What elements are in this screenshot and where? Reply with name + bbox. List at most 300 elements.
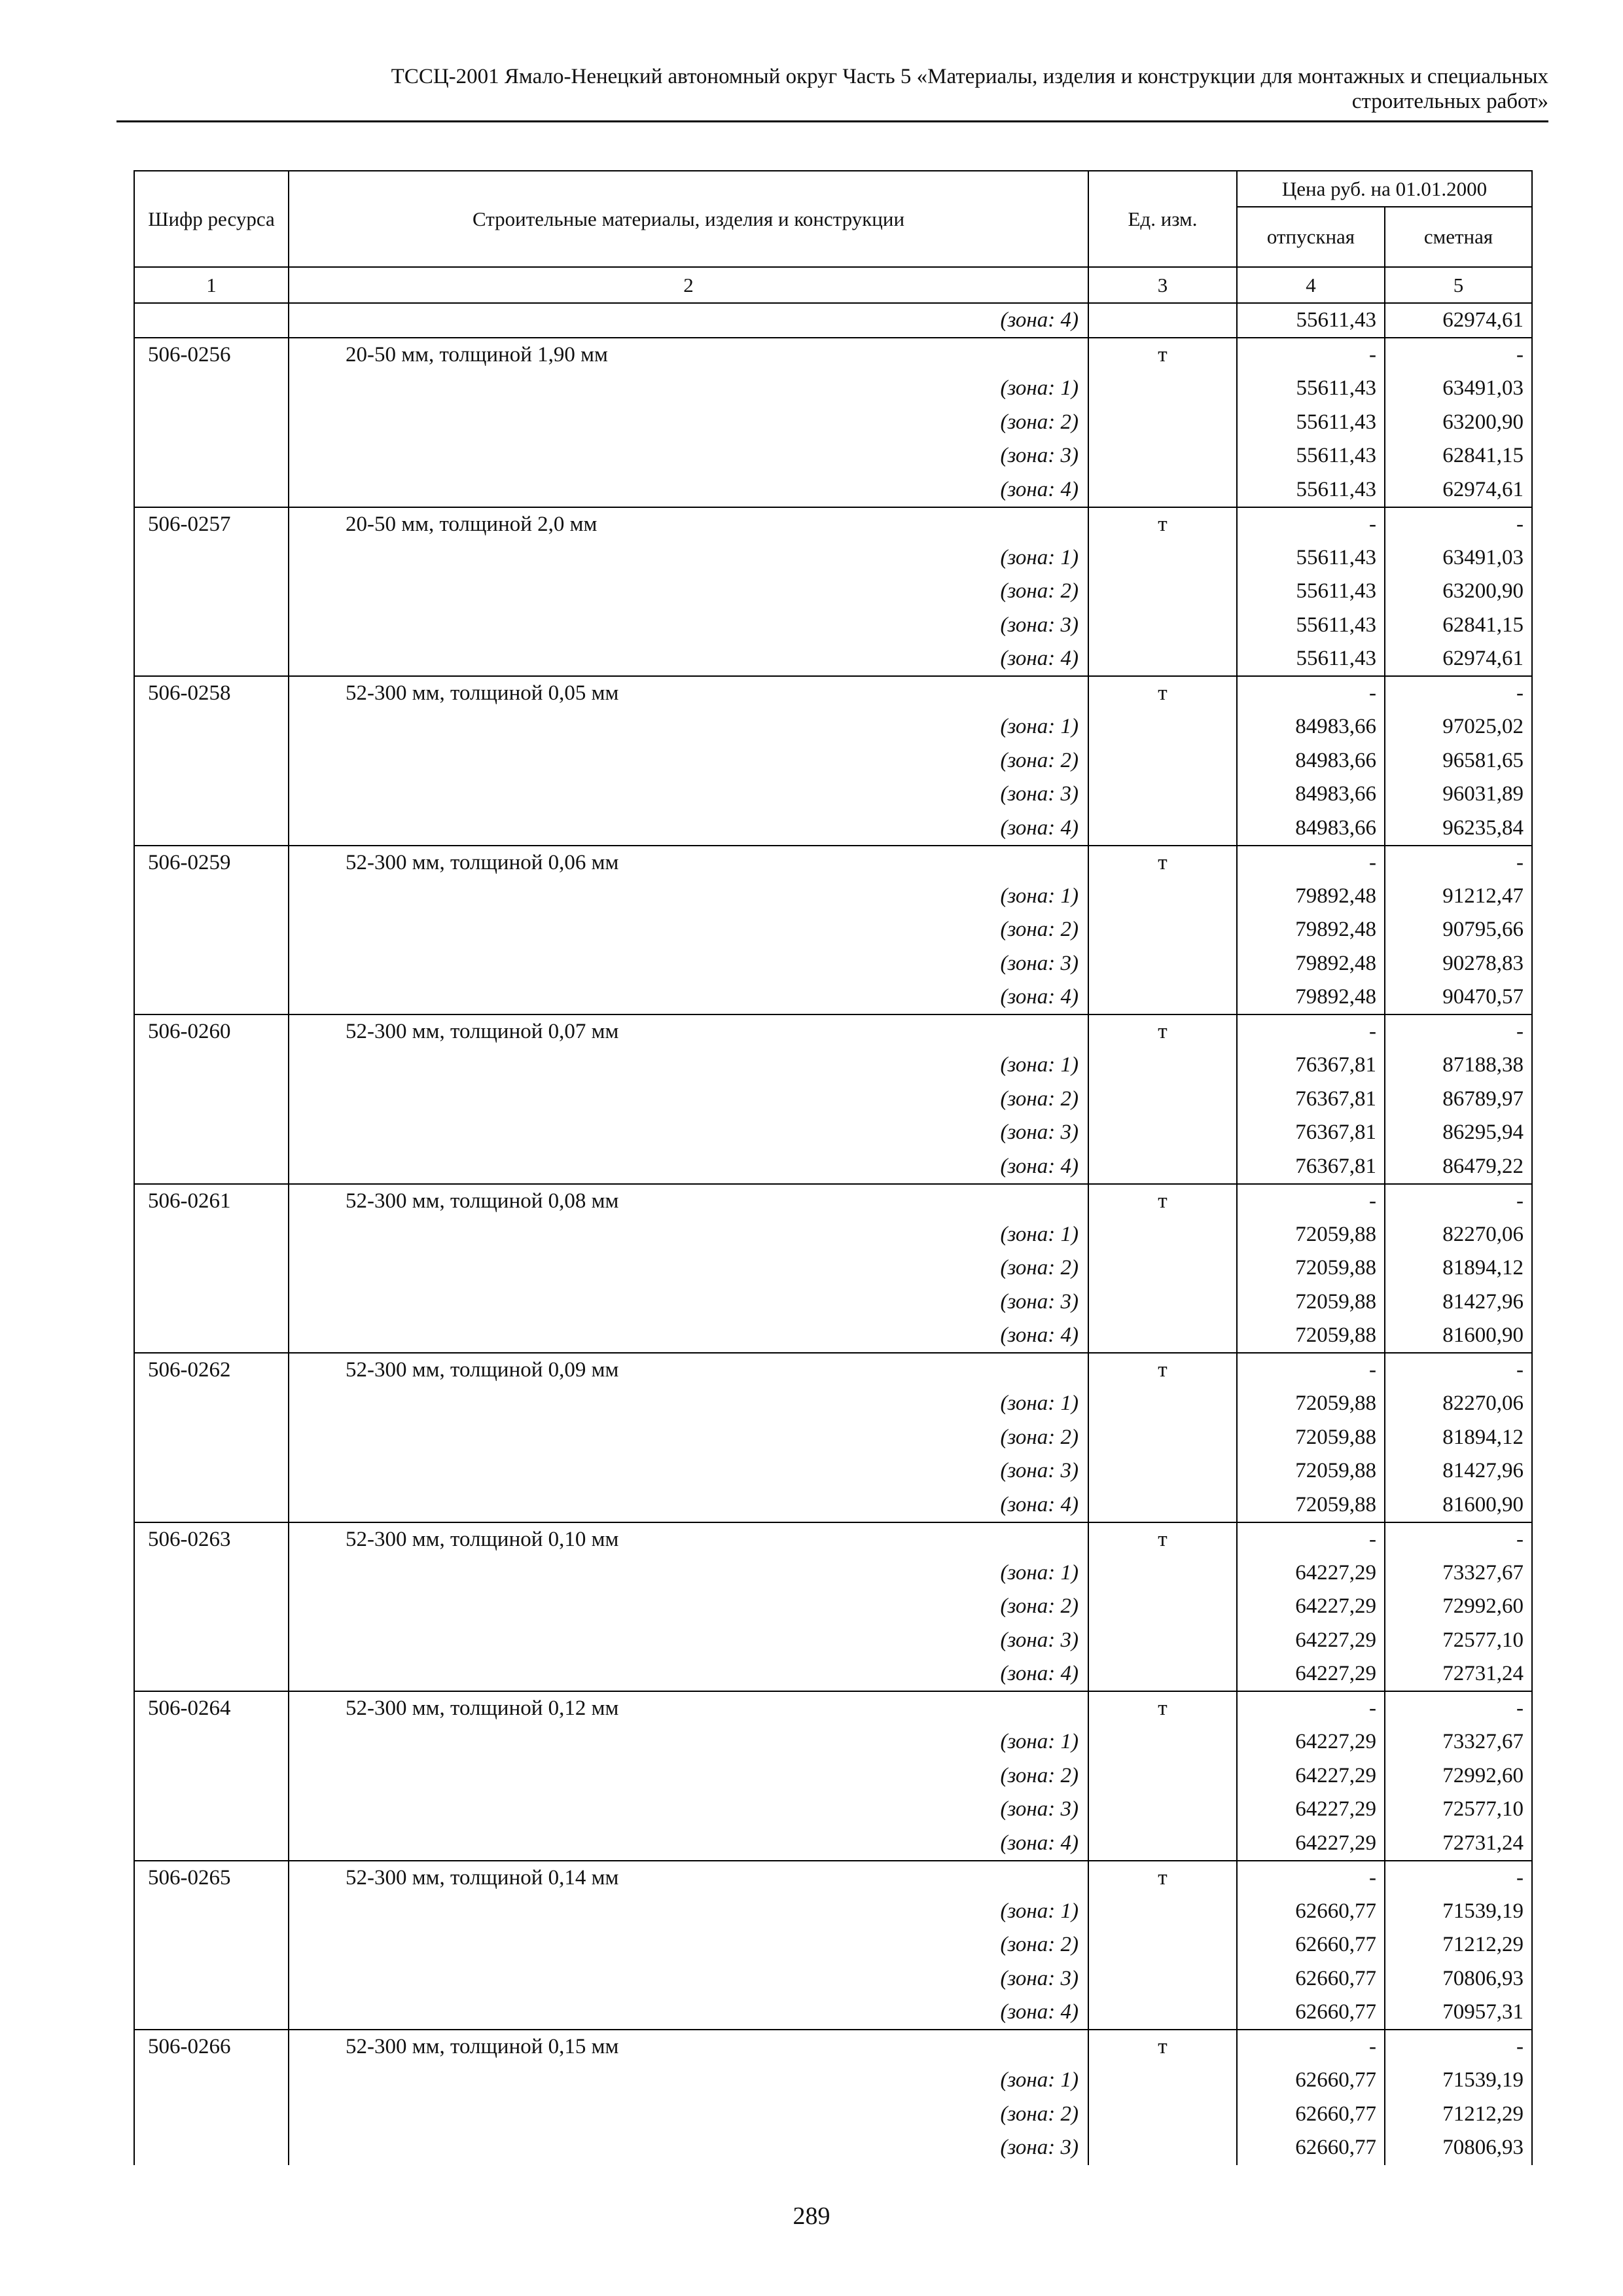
zone-cell: (зона: 4)	[289, 1657, 1088, 1691]
unit-cell	[1088, 1083, 1237, 1117]
release-price-cell: 72059,88	[1237, 1251, 1385, 1285]
code-cell	[134, 372, 289, 406]
code-cell	[134, 1488, 289, 1522]
code-cell	[134, 980, 289, 1014]
name-cell: 20-50 мм, толщиной 1,90 мм	[289, 338, 1088, 372]
release-price-cell: 79892,48	[1237, 880, 1385, 914]
estimate-price-cell: -	[1385, 1522, 1532, 1556]
estimate-price-cell: 72731,24	[1385, 1657, 1532, 1691]
unit-cell	[1088, 1387, 1237, 1421]
zone-cell: (зона: 4)	[289, 1996, 1088, 2030]
unit-cell	[1088, 642, 1237, 676]
code-cell: 506-0266	[134, 2030, 289, 2064]
code-cell	[134, 1759, 289, 1793]
release-price-cell: 76367,81	[1237, 1083, 1385, 1117]
release-price-cell: 62660,77	[1237, 1928, 1385, 1962]
zone-cell: (зона: 1)	[289, 880, 1088, 914]
estimate-price-cell: 62841,15	[1385, 439, 1532, 473]
name-cell: 52-300 мм, толщиной 0,09 мм	[289, 1353, 1088, 1387]
unit-cell	[1088, 1218, 1237, 1252]
zone-row	[134, 473, 1532, 507]
header-rule	[116, 120, 1548, 122]
header-code: Шифр ресурса	[134, 171, 289, 267]
code-cell: 506-0256	[134, 338, 289, 372]
zone-cell: (зона: 2)	[289, 913, 1088, 947]
estimate-price-cell: 73327,67	[1385, 1556, 1532, 1590]
zone-cell: (зона: 2)	[289, 1759, 1088, 1793]
unit-cell	[1088, 980, 1237, 1014]
zone-row	[134, 1895, 1532, 1929]
estimate-price-cell: 97025,02	[1385, 710, 1532, 744]
zone-row	[134, 1928, 1532, 1962]
header-price-group: Цена руб. на 01.01.2000	[1237, 171, 1532, 207]
unit-cell: т	[1088, 1522, 1237, 1556]
unit-cell	[1088, 2064, 1237, 2098]
estimate-price-cell: 81600,90	[1385, 1488, 1532, 1522]
code-cell	[134, 1319, 289, 1353]
zone-cell: (зона: 4)	[289, 1488, 1088, 1522]
unit-cell	[1088, 1793, 1237, 1827]
zone-cell: (зона: 2)	[289, 1083, 1088, 1117]
estimate-price-cell: 73327,67	[1385, 1725, 1532, 1759]
zone-row	[134, 913, 1532, 947]
zone-row	[134, 1251, 1532, 1285]
zone-row	[134, 1793, 1532, 1827]
item-row	[134, 507, 1532, 541]
item-row	[134, 846, 1532, 880]
estimate-price-cell: 81894,12	[1385, 1251, 1532, 1285]
unit-cell	[1088, 1556, 1237, 1590]
zone-row	[134, 1657, 1532, 1691]
unit-cell: т	[1088, 1014, 1237, 1049]
release-price-cell: 64227,29	[1237, 1624, 1385, 1658]
code-cell	[134, 2098, 289, 2132]
estimate-price-cell: 71539,19	[1385, 2064, 1532, 2098]
zone-cell: (зона: 4)	[289, 980, 1088, 1014]
release-price-cell: -	[1237, 2030, 1385, 2064]
code-cell	[134, 947, 289, 981]
code-cell	[134, 812, 289, 846]
unit-cell	[1088, 1488, 1237, 1522]
code-cell	[134, 1657, 289, 1691]
estimate-price-cell: 70806,93	[1385, 2131, 1532, 2165]
zone-cell: (зона: 4)	[289, 642, 1088, 676]
code-cell	[134, 913, 289, 947]
estimate-price-cell: 72992,60	[1385, 1590, 1532, 1624]
code-cell	[134, 609, 289, 643]
release-price-cell: 64227,29	[1237, 1725, 1385, 1759]
unit-cell: т	[1088, 676, 1237, 710]
code-cell: 506-0265	[134, 1861, 289, 1895]
estimate-price-cell: -	[1385, 1861, 1532, 1895]
zone-row	[134, 710, 1532, 744]
estimate-price-cell: 70957,31	[1385, 1996, 1532, 2030]
estimate-price-cell: 86295,94	[1385, 1116, 1532, 1150]
header-estimate-price: сметная	[1385, 207, 1532, 267]
estimate-price-cell: 71539,19	[1385, 1895, 1532, 1929]
code-cell: 506-0257	[134, 507, 289, 541]
release-price-cell: 55611,43	[1237, 439, 1385, 473]
unit-cell	[1088, 439, 1237, 473]
zone-cell: (зона: 2)	[289, 2098, 1088, 2132]
unit-cell	[1088, 880, 1237, 914]
code-cell	[134, 1285, 289, 1319]
unit-cell	[1088, 2131, 1237, 2165]
estimate-price-cell: 91212,47	[1385, 880, 1532, 914]
zone-row	[134, 406, 1532, 440]
release-price-cell: 84983,66	[1237, 812, 1385, 846]
estimate-price-cell: 87188,38	[1385, 1049, 1532, 1083]
release-price-cell: 84983,66	[1237, 744, 1385, 778]
zone-cell: (зона: 2)	[289, 406, 1088, 440]
estimate-price-cell: 62974,61	[1385, 303, 1532, 338]
release-price-cell: 64227,29	[1237, 1759, 1385, 1793]
zone-row	[134, 609, 1532, 643]
code-cell	[134, 744, 289, 778]
zone-cell: (зона: 1)	[289, 372, 1088, 406]
unit-cell	[1088, 372, 1237, 406]
zone-row	[134, 880, 1532, 914]
item-row	[134, 1861, 1532, 1895]
code-cell	[134, 1049, 289, 1083]
estimate-price-cell: 62841,15	[1385, 609, 1532, 643]
release-price-cell: 62660,77	[1237, 1895, 1385, 1929]
release-price-cell: 72059,88	[1237, 1285, 1385, 1319]
name-cell: 52-300 мм, толщиной 0,10 мм	[289, 1522, 1088, 1556]
zone-row	[134, 1285, 1532, 1319]
column-number: 1	[134, 267, 289, 303]
release-price-cell: 64227,29	[1237, 1657, 1385, 1691]
release-price-cell: 72059,88	[1237, 1387, 1385, 1421]
release-price-cell: 76367,81	[1237, 1150, 1385, 1184]
zone-cell: (зона: 3)	[289, 2131, 1088, 2165]
code-cell	[134, 1454, 289, 1488]
column-number: 4	[1237, 267, 1385, 303]
estimate-price-cell: 71212,29	[1385, 2098, 1532, 2132]
estimate-price-cell: 81427,96	[1385, 1454, 1532, 1488]
name-cell: 52-300 мм, толщиной 0,12 мм	[289, 1691, 1088, 1725]
zone-row	[134, 1049, 1532, 1083]
estimate-price-cell: 90470,57	[1385, 980, 1532, 1014]
zone-cell: (зона: 3)	[289, 1624, 1088, 1658]
zone-row	[134, 1827, 1532, 1861]
price-table	[134, 170, 1533, 2165]
zone-cell: (зона: 3)	[289, 947, 1088, 981]
estimate-price-cell: 81427,96	[1385, 1285, 1532, 1319]
zone-row	[134, 2064, 1532, 2098]
release-price-cell: 76367,81	[1237, 1116, 1385, 1150]
code-cell	[134, 2131, 289, 2165]
code-cell: 506-0258	[134, 676, 289, 710]
unit-cell	[1088, 2098, 1237, 2132]
unit-cell: т	[1088, 1184, 1237, 1218]
name-cell: 52-300 мм, толщиной 0,08 мм	[289, 1184, 1088, 1218]
zone-cell: (зона: 3)	[289, 1116, 1088, 1150]
estimate-price-cell: -	[1385, 1353, 1532, 1387]
unit-cell	[1088, 1285, 1237, 1319]
code-cell	[134, 1083, 289, 1117]
release-price-cell: 64227,29	[1237, 1827, 1385, 1861]
zone-cell: (зона: 4)	[289, 1319, 1088, 1353]
code-cell	[134, 1116, 289, 1150]
item-row	[134, 1353, 1532, 1387]
estimate-price-cell: 72731,24	[1385, 1827, 1532, 1861]
zone-cell: (зона: 1)	[289, 1049, 1088, 1083]
code-cell: 506-0262	[134, 1353, 289, 1387]
code-cell	[134, 1150, 289, 1184]
code-cell	[134, 575, 289, 609]
estimate-price-cell: 63200,90	[1385, 575, 1532, 609]
header-release-price: отпускная	[1237, 207, 1385, 267]
zone-cell: (зона: 3)	[289, 1454, 1088, 1488]
code-cell	[134, 2064, 289, 2098]
release-price-cell: -	[1237, 507, 1385, 541]
unit-cell: т	[1088, 1861, 1237, 1895]
item-row	[134, 1522, 1532, 1556]
code-cell: 506-0264	[134, 1691, 289, 1725]
release-price-cell: 62660,77	[1237, 1996, 1385, 2030]
zone-row	[134, 1150, 1532, 1184]
release-price-cell: -	[1237, 676, 1385, 710]
zone-cell: (зона: 2)	[289, 575, 1088, 609]
code-cell	[134, 1725, 289, 1759]
code-cell	[134, 1928, 289, 1962]
unit-cell: т	[1088, 2030, 1237, 2064]
release-price-cell: 79892,48	[1237, 913, 1385, 947]
zone-cell: (зона: 3)	[289, 439, 1088, 473]
estimate-price-cell: 86789,97	[1385, 1083, 1532, 1117]
unit-cell	[1088, 1454, 1237, 1488]
item-row	[134, 338, 1532, 372]
zone-cell: (зона: 1)	[289, 1895, 1088, 1929]
code-cell	[134, 1387, 289, 1421]
release-price-cell: 62660,77	[1237, 2131, 1385, 2165]
release-price-cell: 62660,77	[1237, 2098, 1385, 2132]
code-cell	[134, 439, 289, 473]
code-cell	[134, 1251, 289, 1285]
zone-row	[134, 439, 1532, 473]
header-title-line-1: ТССЦ-2001 Ямало-Ненецкий автономный округ Часть 5 «Материалы, изделия и конструкции для монтажных и специальных	[391, 65, 1548, 88]
code-cell	[134, 406, 289, 440]
zone-cell: (зона: 1)	[289, 541, 1088, 575]
estimate-price-cell: 96031,89	[1385, 778, 1532, 812]
zone-row	[134, 575, 1532, 609]
estimate-price-cell: 82270,06	[1385, 1387, 1532, 1421]
zone-cell: (зона: 2)	[289, 744, 1088, 778]
unit-cell	[1088, 812, 1237, 846]
zone-cell: (зона: 4)	[289, 812, 1088, 846]
release-price-cell: 62660,77	[1237, 1962, 1385, 1996]
zone-row	[134, 1996, 1532, 2030]
unit-cell	[1088, 303, 1237, 338]
unit-cell: т	[1088, 338, 1237, 372]
code-cell	[134, 1624, 289, 1658]
code-cell	[134, 1895, 289, 1929]
unit-cell: т	[1088, 1691, 1237, 1725]
unit-cell	[1088, 744, 1237, 778]
unit-cell: т	[1088, 507, 1237, 541]
zone-row	[134, 1421, 1532, 1455]
code-cell	[134, 1556, 289, 1590]
unit-cell	[1088, 473, 1237, 507]
release-price-cell: 72059,88	[1237, 1218, 1385, 1252]
name-cell: 52-300 мм, толщиной 0,07 мм	[289, 1014, 1088, 1049]
unit-cell	[1088, 1725, 1237, 1759]
estimate-price-cell: 70806,93	[1385, 1962, 1532, 1996]
release-price-cell: 55611,43	[1237, 541, 1385, 575]
zone-cell: (зона: 3)	[289, 1793, 1088, 1827]
estimate-price-cell: 62974,61	[1385, 473, 1532, 507]
unit-cell	[1088, 1319, 1237, 1353]
code-cell: 506-0263	[134, 1522, 289, 1556]
estimate-price-cell: -	[1385, 2030, 1532, 2064]
unit-cell: т	[1088, 1353, 1237, 1387]
release-price-cell: 55611,43	[1237, 372, 1385, 406]
header-name: Строительные материалы, изделия и конструкции	[289, 171, 1088, 267]
unit-cell	[1088, 1116, 1237, 1150]
zone-row	[134, 1488, 1532, 1522]
unit-cell	[1088, 1759, 1237, 1793]
zone-cell: (зона: 4)	[289, 1827, 1088, 1861]
release-price-cell: 72059,88	[1237, 1488, 1385, 1522]
release-price-cell: 76367,81	[1237, 1049, 1385, 1083]
estimate-price-cell: -	[1385, 507, 1532, 541]
zone-cell: (зона: 2)	[289, 1421, 1088, 1455]
estimate-price-cell: 90795,66	[1385, 913, 1532, 947]
estimate-price-cell: 81600,90	[1385, 1319, 1532, 1353]
estimate-price-cell: -	[1385, 676, 1532, 710]
release-price-cell: -	[1237, 1691, 1385, 1725]
zone-cell: (зона: 1)	[289, 1725, 1088, 1759]
unit-cell	[1088, 1928, 1237, 1962]
item-row	[134, 1184, 1532, 1218]
unit-cell	[1088, 1150, 1237, 1184]
estimate-price-cell: 62974,61	[1385, 642, 1532, 676]
code-cell	[134, 541, 289, 575]
estimate-price-cell: 72577,10	[1385, 1793, 1532, 1827]
zone-row	[134, 1624, 1532, 1658]
unit-cell	[1088, 1590, 1237, 1624]
zone-row	[134, 1759, 1532, 1793]
zone-row	[134, 1725, 1532, 1759]
unit-cell	[1088, 541, 1237, 575]
column-number: 3	[1088, 267, 1237, 303]
zone-cell: (зона: 3)	[289, 1285, 1088, 1319]
column-number: 2	[289, 267, 1088, 303]
release-price-cell: -	[1237, 338, 1385, 372]
release-price-cell: -	[1237, 1861, 1385, 1895]
zone-cell: (зона: 1)	[289, 1556, 1088, 1590]
zone-row	[134, 1962, 1532, 1996]
zone-row	[134, 1387, 1532, 1421]
zone-row	[134, 1556, 1532, 1590]
release-price-cell: 84983,66	[1237, 778, 1385, 812]
unit-cell	[1088, 1251, 1237, 1285]
release-price-cell: 79892,48	[1237, 947, 1385, 981]
code-cell	[134, 1996, 289, 2030]
item-row	[134, 1691, 1532, 1725]
unit-cell	[1088, 406, 1237, 440]
zone-cell: (зона: 3)	[289, 778, 1088, 812]
code-cell	[134, 642, 289, 676]
release-price-cell: 64227,29	[1237, 1793, 1385, 1827]
zone-cell: (зона: 2)	[289, 1251, 1088, 1285]
header-unit: Ед. изм.	[1088, 171, 1237, 267]
estimate-price-cell: 63491,03	[1385, 541, 1532, 575]
code-cell	[134, 1962, 289, 1996]
release-price-cell: -	[1237, 846, 1385, 880]
release-price-cell: 55611,43	[1237, 642, 1385, 676]
zone-row	[134, 947, 1532, 981]
unit-cell	[1088, 1624, 1237, 1658]
zone-cell: (зона: 2)	[289, 1590, 1088, 1624]
zone-cell: (зона: 1)	[289, 2064, 1088, 2098]
estimate-price-cell: 63200,90	[1385, 406, 1532, 440]
unit-cell	[1088, 1996, 1237, 2030]
column-number: 5	[1385, 267, 1532, 303]
code-cell	[134, 473, 289, 507]
unit-cell	[1088, 1962, 1237, 1996]
unit-cell	[1088, 1049, 1237, 1083]
unit-cell	[1088, 1657, 1237, 1691]
estimate-price-cell: 96235,84	[1385, 812, 1532, 846]
release-price-cell: 79892,48	[1237, 980, 1385, 1014]
unit-cell	[1088, 778, 1237, 812]
estimate-price-cell: -	[1385, 1184, 1532, 1218]
name-cell: 52-300 мм, толщиной 0,05 мм	[289, 676, 1088, 710]
table-body	[134, 303, 1532, 2165]
zone-row	[134, 1590, 1532, 1624]
estimate-price-cell: 81894,12	[1385, 1421, 1532, 1455]
zone-cell: (зона: 1)	[289, 1387, 1088, 1421]
estimate-price-cell: 90278,83	[1385, 947, 1532, 981]
release-price-cell: 55611,43	[1237, 473, 1385, 507]
estimate-price-cell: -	[1385, 846, 1532, 880]
table-row	[134, 303, 1532, 338]
estimate-price-cell: 86479,22	[1385, 1150, 1532, 1184]
release-price-cell: 64227,29	[1237, 1556, 1385, 1590]
estimate-price-cell: 72577,10	[1385, 1624, 1532, 1658]
code-cell	[134, 710, 289, 744]
code-cell	[134, 778, 289, 812]
unit-cell	[1088, 609, 1237, 643]
estimate-price-cell: 72992,60	[1385, 1759, 1532, 1793]
release-price-cell: -	[1237, 1014, 1385, 1049]
zone-row	[134, 642, 1532, 676]
page-number: 289	[793, 2202, 830, 2230]
unit-cell: т	[1088, 846, 1237, 880]
zone-row	[134, 812, 1532, 846]
estimate-price-cell: -	[1385, 338, 1532, 372]
zone-cell: (зона: 1)	[289, 1218, 1088, 1252]
estimate-price-cell: 82270,06	[1385, 1218, 1532, 1252]
zone-row	[134, 541, 1532, 575]
zone-cell: (зона: 4)	[289, 473, 1088, 507]
item-row	[134, 676, 1532, 710]
zone-row	[134, 372, 1532, 406]
name-cell: 52-300 мм, толщиной 0,15 мм	[289, 2030, 1088, 2064]
name-cell: 20-50 мм, толщиной 2,0 мм	[289, 507, 1088, 541]
name-cell: 52-300 мм, толщиной 0,14 мм	[289, 1861, 1088, 1895]
release-price-cell: 72059,88	[1237, 1319, 1385, 1353]
unit-cell	[1088, 1895, 1237, 1929]
release-price-cell: -	[1237, 1184, 1385, 1218]
code-cell	[134, 1827, 289, 1861]
unit-cell	[1088, 575, 1237, 609]
unit-cell	[1088, 710, 1237, 744]
code-cell	[134, 303, 289, 338]
name-cell: 52-300 мм, толщиной 0,06 мм	[289, 846, 1088, 880]
